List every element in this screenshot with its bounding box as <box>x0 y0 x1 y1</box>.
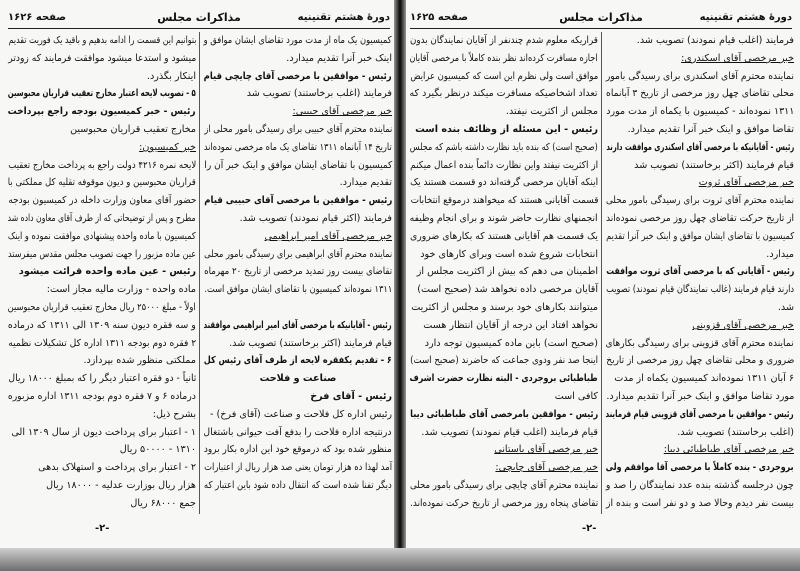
text-row <box>204 263 392 281</box>
text-row <box>204 121 392 139</box>
header-title: مذاکرات مجلس <box>559 11 643 24</box>
text-row <box>204 352 392 370</box>
text-line: اینکار بگذرد. <box>146 70 196 82</box>
text-row <box>204 477 392 495</box>
session-label: دورهٔ هشتم تقنینیه <box>297 12 390 23</box>
text-line: مطرح و پس از توضیحاتی که از طرف آقای معاون داده شد <box>8 212 196 224</box>
text-row <box>606 139 794 157</box>
speaker-line: رئیس - آقای فرخ <box>310 390 392 402</box>
text-row <box>8 477 196 495</box>
text-row <box>410 388 598 406</box>
text-row <box>204 459 392 477</box>
text-line: قراریان محبوسین و دیون موقوفه تقلیه کل مملکتی با <box>7 177 196 189</box>
text-row <box>606 477 794 495</box>
text-row <box>410 103 598 121</box>
text-row <box>606 246 794 264</box>
section-heading: خبر مرخصی آقای چایچی: <box>495 462 598 474</box>
text-line: میتوانند بکارهای خود برسند و مجلس از اکثریت <box>411 301 598 313</box>
speaker-line: رئیس - آقایانیکه با مرخصی آقای امیر ابراهیمی موافقند <box>204 319 392 331</box>
text-row <box>410 424 598 442</box>
text-line: کمیسیون یک ماه از مدت مورد تقاضای ایشان موافق و <box>203 35 392 46</box>
section-heading: خبر مرخصی آقای حبیبی: <box>292 106 392 118</box>
text-row <box>204 335 392 353</box>
text-column-right <box>606 32 794 513</box>
text-row <box>606 370 794 388</box>
text-row <box>606 68 794 86</box>
section-heading: خبر مرخصی آقای اسکندری: <box>681 52 794 64</box>
section-heading: خبر مرخصی آقای ثروت <box>698 177 794 189</box>
text-row <box>8 406 196 424</box>
text-row <box>606 50 794 68</box>
text-row <box>8 495 196 513</box>
text-row <box>410 370 598 388</box>
text-row <box>8 210 196 228</box>
text-row <box>8 192 196 210</box>
book-gutter <box>394 0 406 571</box>
text-row <box>204 68 392 86</box>
text-line: فرمایند (اغلب قیام نمودند) تصویب شد. <box>636 35 794 46</box>
text-row <box>410 299 598 317</box>
text-line: ماده واحده - وزارت مالیه مجاز است: <box>46 284 196 296</box>
text-line: ۱ - اعتبار برای پرداخت دیون از سال ۱۳۰۹ الی <box>11 426 196 438</box>
text-line: درنتیجه اداره فلاحت را بدفع آفت حیوانی باشتغال <box>203 426 392 438</box>
section-heading: خبر مرخصی آقای امیر ابراهیمی <box>264 230 392 242</box>
text-line: جمع ۶۸۰۰۰ ریال <box>130 497 196 509</box>
text-line: نماینده محترم آقای ابراهیمی برای رسیدگی بامور محلی <box>203 248 392 260</box>
text-line: قیام فرمایند (اکثر برخاستند) تصویب شد. <box>229 337 392 349</box>
text-row <box>204 317 392 335</box>
text-row <box>204 246 392 264</box>
text-row <box>8 441 196 459</box>
text-line: اجازه مسافرت کرده‌اند نظر بنده کاملاً با مرخصی آقایان <box>409 52 598 64</box>
speaker-line: رئیس - این مسئله از وظائف بنده است <box>415 123 598 135</box>
text-row <box>410 406 598 424</box>
text-line: قیام فرمایند (اغلب قیام نمودند) تصویب شد. <box>421 426 598 438</box>
text-row <box>204 103 392 121</box>
text-row <box>410 157 598 175</box>
text-line: بتوانیم این قسمت را ادامه بدهیم و باقید یک فوریت تقدیم <box>8 35 196 46</box>
speaker-line: رئیس - آقایانیکه با مرخصی آقای اسکندری موافقت دارند <box>606 141 794 153</box>
text-line: (اغلب برخاستند) تصویب شد. <box>677 426 794 438</box>
text-line: نماینده محترم آقای چایچی برای رسیدگی بامور محلی <box>409 479 598 491</box>
text-line: قراریکه معلوم شدم چندنفر از آقایان نمایندگان بدون <box>410 35 598 46</box>
text-row <box>606 103 794 121</box>
text-line: ۱۳۱۰ - ۵۰۰۰۰ ریال <box>119 444 196 456</box>
text-row <box>410 459 598 477</box>
text-row <box>606 299 794 317</box>
text-row <box>410 210 598 228</box>
section-heading: خبر مرخصی آقای طباطبائی دیبا: <box>663 444 794 456</box>
text-row <box>410 121 598 139</box>
speaker-line: رئیس - عین ماده واحده قرائت میشود <box>18 266 196 278</box>
text-column-right <box>204 32 392 495</box>
text-row <box>606 441 794 459</box>
text-line: بیست نفر دیدم وحالا صد و دو نفر است و بنده از <box>605 497 794 509</box>
text-row <box>410 85 598 103</box>
text-row <box>410 139 598 157</box>
speaker-line: رئیس - موافقین با مرخصی آقای حبیبی قیام <box>203 195 392 207</box>
text-row <box>8 228 196 246</box>
text-row <box>8 32 196 50</box>
text-row <box>204 424 392 442</box>
text-row <box>410 263 598 281</box>
page-footer: -۲- <box>95 523 110 534</box>
page-header <box>8 8 390 29</box>
text-line: ۱۳۱۱ نموده‌اند - کمیسیون با یکماه از مدت مورد <box>605 106 794 118</box>
text-line: تعداد اشخاصیکه مسافرت میکند درنظر بگیرد که <box>409 88 598 100</box>
page-number: صفحه ۱۶۲۵ <box>410 12 469 23</box>
text-line: تقاضای پنجاه روز مرخصی از تاریخ حرکت نموده‌اند. <box>409 497 598 509</box>
text-row <box>204 139 392 157</box>
text-row <box>410 246 598 264</box>
session-label: دورهٔ هشتم تقنینیه <box>699 12 792 23</box>
text-line: تقاضا موافق و اینک خبر آنرا تقدیم میدارد. <box>627 123 794 135</box>
text-line: مورد تقاضا موافق و اینک خبر آنرا تقدیم میدارد. <box>605 390 794 402</box>
text-line: قیام فرمایند (اکثر برخاستند) تصویب شد <box>634 159 794 171</box>
column-divider <box>199 32 200 514</box>
text-line: اینک خبر آنرا تقدیم میدارد. <box>286 52 392 64</box>
speaker-line: رئیس - موافقین با مرخصی آقای قزوینی قیام فرمایند <box>605 408 794 420</box>
text-row <box>204 50 392 68</box>
text-line: دیگر تفنا شده است که انتقال داده شود باین اعتبار که <box>204 479 392 491</box>
text-row <box>410 32 598 50</box>
text-line: و سه فقره دیون سنه ۱۳۰۹ الی ۱۳۱۱ که درماده <box>8 319 196 331</box>
text-row <box>410 68 598 86</box>
text-line: موافق است ولی نظرم این است که کمیسیون عرایض <box>410 70 598 82</box>
text-row <box>410 477 598 495</box>
page-number: صفحه ۱۶۲۶ <box>8 12 67 23</box>
text-row <box>8 50 196 68</box>
text-line: میشود و استدعا میشود موافقت فرمایند که زودتر <box>7 52 196 64</box>
speaker-line: طباطبائی بروجردی - البته نظارت حضرت اشرف <box>409 373 598 385</box>
text-row <box>204 85 392 103</box>
text-row <box>8 388 196 406</box>
text-row <box>410 192 598 210</box>
section-heading: خبر کمیسیون: <box>139 141 196 153</box>
text-line: کافی است <box>554 390 598 402</box>
speaker-line: رئیس - آقایانی که با مرخصی آقای ثروت موافقت <box>605 266 794 278</box>
text-row <box>606 32 794 50</box>
scan-edge-shadow <box>0 548 800 571</box>
text-line: انتخابات شروع شده است وبرای کارهای خود <box>420 248 598 260</box>
text-row <box>204 192 392 210</box>
text-row <box>410 495 598 513</box>
text-line: تاریخ ۱۴ آبانماه ۱۳۱۱ تقاضای یک ماه مرخصی نموده‌اند <box>204 141 392 153</box>
column-divider <box>601 32 602 514</box>
text-row <box>606 352 794 370</box>
text-row <box>410 50 598 68</box>
text-line: رئیس اداره کل فلاحت و صناعت (آقای فرخ) - <box>209 408 392 420</box>
text-line: نماینده محترم آقای حبیبی برای رسیدگی بامور محلی از <box>203 123 392 135</box>
text-row <box>606 228 794 246</box>
text-row <box>204 32 392 50</box>
text-row <box>410 228 598 246</box>
text-row <box>606 317 794 335</box>
text-line: نماینده محترم آقای اسکندری برای رسیدگی بامور <box>605 70 794 82</box>
text-row <box>606 281 794 299</box>
text-row <box>606 263 794 281</box>
text-row <box>606 157 794 175</box>
text-line: نماینده محترم آقای قزوینی برای رسیدگی بکارهای <box>605 337 794 349</box>
header-title: مذاکرات مجلس <box>157 11 241 24</box>
text-row <box>410 174 598 192</box>
text-row <box>8 335 196 353</box>
text-line: آمد لهذا ده هزار تومان یعنی صد هزار ریال از اعتبارات <box>204 462 392 474</box>
text-row <box>204 210 392 228</box>
text-line: شد. <box>777 301 794 313</box>
text-line: ۶ آبان ۱۳۱۱ نموده‌اند کمیسیون یکماه از مدت <box>614 373 794 385</box>
speaker-line: ۵ - تصویب لایحه اعتبار مخارج تعقیب قراریان محبوسین <box>7 88 196 100</box>
text-column-left <box>8 32 196 513</box>
text-line: از تاریخ حرکت تقاضای چهل روز مرخصی نموده‌اند <box>605 212 794 224</box>
text-row <box>606 121 794 139</box>
text-line: اولاً - مبلغ ۲۵۰۰۰ ریال مخارج تعقیب قراریان محبوسین <box>7 301 196 313</box>
text-line: میدارد. <box>766 248 794 260</box>
text-line: کمیسیون با ماده واحده پیشنهادی موافقت نموده و اینک <box>8 230 196 242</box>
text-row <box>8 246 196 264</box>
text-row <box>8 370 196 388</box>
text-row <box>8 139 196 157</box>
text-row <box>606 85 794 103</box>
text-row <box>204 441 392 459</box>
text-row <box>606 335 794 353</box>
text-line: فرمایند (اغلب برخاستند) تصویب شد <box>246 88 392 100</box>
text-row <box>410 335 598 353</box>
text-row <box>8 459 196 477</box>
text-line: نماینده محترم آقای ثروت برای رسیدگی بامور محلی <box>606 195 794 207</box>
text-row <box>8 174 196 192</box>
text-line: دارند قیام فرمایند (غالب نمایندگان قیام نمودند) تصویب <box>606 284 794 296</box>
text-line: ۲ - اعتبار برای پرداخت و استهلاک بدهی <box>38 462 196 474</box>
speaker-line: رئیس - موافقین بامرخصی آقای طباطبائی دیبا <box>409 408 598 420</box>
text-line: محلی تقاضای چهل روز مرخصی از تاریخ ۳ آبانماه <box>605 88 794 100</box>
text-row <box>204 388 392 406</box>
text-line: هزار ریال بوزارت عدلیه - ۱۸۰۰۰ ریال <box>46 479 196 491</box>
text-row <box>8 68 196 86</box>
text-row <box>204 406 392 424</box>
text-row <box>8 352 196 370</box>
speaker-line: صناعت و فلاحت <box>259 373 337 385</box>
text-row <box>204 299 392 317</box>
text-row <box>204 228 392 246</box>
text-line: ثانیاً - دو فقره اعتبار دیگر را که بمبلغ ۱۸۰۰۰ ریال <box>8 373 197 385</box>
text-line: بشرح ذیل: <box>152 408 196 420</box>
text-line: (صحیح است) باین ماده کمیسیون توجه دارد <box>424 337 598 349</box>
text-row <box>410 281 598 299</box>
text-row <box>606 174 794 192</box>
text-line: آقایان مرخصی داده نخواهد شد (صحیح است) <box>417 284 598 296</box>
text-line: نخواهد افتاد این درجه از آقایان انتظار هست <box>423 319 598 331</box>
text-row <box>8 121 196 139</box>
text-line: عین ماده مزبور را جهت تصویب مجلس مقدس میفرستد <box>7 248 196 260</box>
page-header <box>410 8 792 29</box>
text-row <box>410 317 598 335</box>
text-row <box>606 406 794 424</box>
text-line: کمیسیون با تقاضای ایشان موافق و اینک خبر آنرا تقدیم <box>605 230 794 242</box>
text-line: اینجا صد نفر ودوی جماعت که حاضرند (صحیح است) <box>410 355 598 367</box>
text-row <box>410 441 598 459</box>
text-row <box>8 103 196 121</box>
speaker-line: رئیس - موافقین با مرخصی آقای چایچی قیام <box>203 70 392 82</box>
text-line: تقاضای بیست روز تمدید مرخصی از تاریخ ۲۰ مهرماه <box>203 266 392 278</box>
left-page <box>0 0 398 548</box>
text-row <box>606 424 794 442</box>
text-line: ۱۳۱۱ نموده‌اند کمیسیون با تقاضای ایشان موافق است. <box>204 284 392 296</box>
text-line: (صحیح است) که بنده باید نظارت داشته باشم که مجلس <box>410 141 598 153</box>
text-row <box>606 388 794 406</box>
speaker-line: ۶ - تقدیم یکفقره لایحه از طرف آقای رئیس کل <box>203 355 392 367</box>
text-row <box>8 85 196 103</box>
text-row <box>8 299 196 317</box>
text-line: منظور شده بود که درموقع خود این اداره بکار برود <box>204 444 392 456</box>
text-row <box>410 352 598 370</box>
text-row <box>606 459 794 477</box>
text-column-left <box>410 32 598 513</box>
text-row <box>204 157 392 175</box>
text-line: فرمایند (اکثر قیام نمودند) تصویب شد. <box>239 212 392 224</box>
speaker-line: رئیس - خبر کمیسیون بودجه راجع بپرداخت <box>8 106 196 118</box>
text-line: لایحه نمره ۴۲۱۶ دولت راجع به پرداخت مخارج تعقیب <box>8 159 196 171</box>
section-heading: خبر مرخصی آقای باستانی <box>494 444 598 456</box>
text-row <box>8 263 196 281</box>
text-line: ۲ فقره دوم بودجه ۱۳۱۱ اداره کل تشکیلات نظمیه <box>8 337 196 349</box>
text-row <box>8 157 196 175</box>
text-row <box>606 495 794 513</box>
text-line: اینکه آقایان مرخصی گرفته‌اند دو قسمت هستند یک <box>409 177 598 189</box>
text-line: مخارج تعقیب قراریان محبوسین <box>70 123 196 135</box>
text-row <box>204 370 392 388</box>
text-line: از اکثریت نیفتد واین نظارت دائماً بنده اعمال میکنم <box>410 159 598 171</box>
text-line: یک قسمت هم آقایانی هستند که بکارهای ضروری <box>410 230 598 242</box>
text-line: درماده ۶ و ۷ فقره دوم بودجه ۱۳۱۱ اداره مزبوره <box>7 390 196 402</box>
text-line: تقدیم میدارد. <box>339 177 392 189</box>
text-line: اطمینان می دهم که بیش از اکثریت مجلس از <box>416 266 598 278</box>
text-line: قسمت آقایانی هستند که میخواهند درموقع انتخابات <box>410 195 598 207</box>
text-row <box>606 210 794 228</box>
text-line: چون درجلسه گذشته بنده عدد نمایندگان را صد و <box>606 479 794 491</box>
text-line: انجمنهای نظارت حاضر شوند و برای انجام وظیفه <box>409 212 598 224</box>
right-page <box>402 0 800 548</box>
page-footer: -۲- <box>582 523 597 534</box>
text-row <box>8 424 196 442</box>
text-line: مملکتی منظور شده بپردازد. <box>83 355 196 367</box>
text-row <box>8 281 196 299</box>
text-line: مجلس از اکثریت نیفتد. <box>505 106 598 118</box>
text-row <box>204 281 392 299</box>
speaker-line: بروجردی - بنده کاملاً با مرخصی آقا موافقم ولی <box>606 462 794 474</box>
text-line: ضروری و محلی تقاضای چهل روز مرخصی از تاریخ <box>605 355 794 367</box>
text-row <box>8 317 196 335</box>
text-row <box>606 192 794 210</box>
text-line: کمیسیون با تقاضای ایشان موافق و اینک خبر آن را <box>204 159 392 171</box>
text-row <box>204 174 392 192</box>
section-heading: خبر مرخصی آقای قزوینی <box>692 319 794 331</box>
text-line: حضور آقای معاون وزارت داخله در کمیسیون بودجه <box>7 195 196 207</box>
